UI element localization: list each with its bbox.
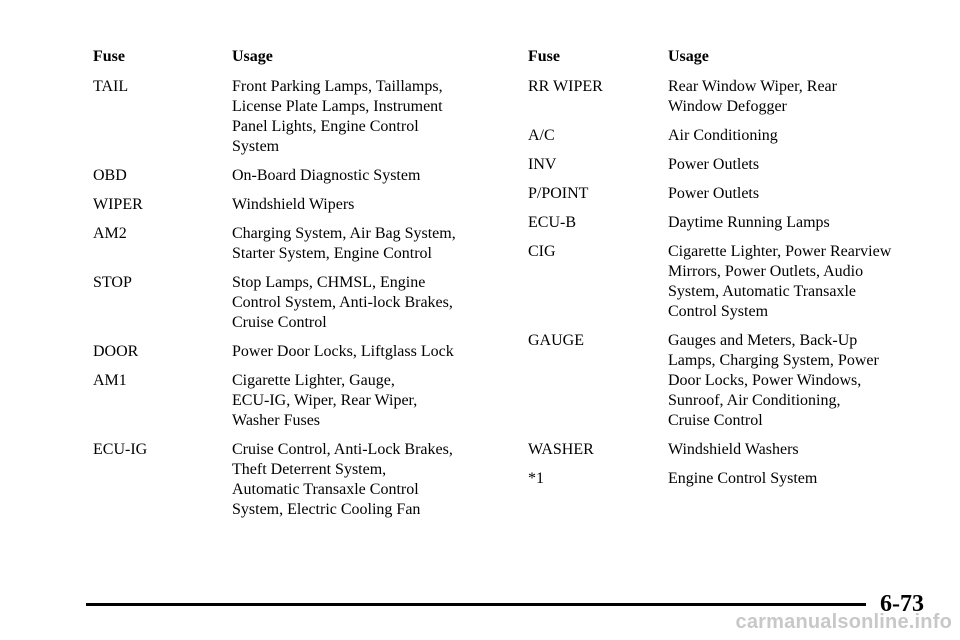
- table-row: [93, 371, 493, 431]
- usage-line: Door Locks, Power Windows,: [668, 372, 862, 389]
- table-row: [93, 195, 493, 215]
- usage-line: Front Parking Lamps, Taillamps,: [232, 78, 443, 95]
- fuse-name: STOP: [93, 274, 132, 291]
- fuse-usage: [232, 77, 493, 157]
- usage-line: Cigarette Lighter, Power Rearview: [668, 243, 892, 260]
- usage-line: Windshield Washers: [668, 441, 799, 458]
- usage-line: System, Automatic Transaxle: [668, 283, 856, 300]
- fuse-name: WASHER: [528, 441, 594, 458]
- table-row: [93, 77, 493, 157]
- fuse-usage: [668, 469, 938, 489]
- usage-line: Sunroof, Air Conditioning,: [668, 392, 841, 409]
- fuse-usage: [668, 126, 938, 146]
- table-row: [528, 213, 938, 233]
- fuse-column-header: Fuse: [528, 48, 560, 65]
- page-number: 6-73: [880, 591, 924, 617]
- usage-line: Lamps, Charging System, Power: [668, 352, 879, 369]
- table-row: [93, 440, 493, 520]
- usage-line: Control System: [668, 303, 769, 320]
- usage-line: Starter System, Engine Control: [232, 245, 432, 262]
- fuse-name: RR WIPER: [528, 78, 603, 95]
- usage-line: Theft Deterrent System,: [232, 461, 387, 478]
- fuse-name: ECU‐B: [528, 214, 576, 231]
- usage-line: Power Door Locks, Liftglass Lock: [232, 343, 454, 360]
- fuse-name: ECU‐IG: [93, 441, 148, 458]
- fuse-column-header: Fuse: [93, 48, 125, 65]
- fuse-usage: [668, 213, 938, 233]
- fuse-table-right: [528, 47, 938, 498]
- table-header: [93, 47, 493, 67]
- fuse-name: A/C: [528, 127, 555, 144]
- usage-line: Power Outlets: [668, 156, 760, 173]
- fuse-usage: [232, 371, 493, 431]
- fuse-name: P/POINT: [528, 185, 589, 202]
- usage-line: Gauges and Meters, Back‐Up: [668, 332, 858, 349]
- usage-line: Window Defogger: [668, 98, 787, 115]
- fuse-name: CIG: [528, 243, 556, 260]
- fuse-usage: [232, 273, 493, 333]
- fuse-usage: [668, 331, 938, 431]
- table-row: [528, 331, 938, 431]
- usage-line: Panel Lights, Engine Control: [232, 118, 419, 135]
- fuse-usage: [668, 184, 938, 204]
- usage-column-header: Usage: [668, 48, 709, 65]
- table-row: [528, 155, 938, 175]
- table-row: [93, 166, 493, 186]
- usage-line: Cruise Control: [232, 314, 327, 331]
- fuse-name: OBD: [93, 167, 127, 184]
- fuse-usage: [668, 242, 938, 322]
- usage-line: Stop Lamps, CHMSL, Engine: [232, 274, 426, 291]
- usage-line: Cruise Control, Anti‐Lock Brakes,: [232, 441, 453, 458]
- usage-line: Daytime Running Lamps: [668, 214, 830, 231]
- watermark: carmanualsonline.info: [735, 611, 952, 633]
- usage-line: Rear Window Wiper, Rear: [668, 78, 837, 95]
- fuse-name: *1: [528, 470, 544, 487]
- table-row: [528, 440, 938, 460]
- table-row: [528, 469, 938, 489]
- fuse-name: GAUGE: [528, 332, 584, 349]
- usage-line: Engine Control System: [668, 470, 818, 487]
- fuse-usage: [232, 224, 493, 264]
- usage-line: Automatic Transaxle Control: [232, 481, 419, 498]
- table-row: [93, 342, 493, 362]
- usage-line: Cigarette Lighter, Gauge,: [232, 372, 395, 389]
- usage-line: Air Conditioning: [668, 127, 778, 144]
- usage-line: Charging System, Air Bag System,: [232, 225, 456, 242]
- fuse-usage: [232, 342, 493, 362]
- usage-line: Power Outlets: [668, 185, 760, 202]
- usage-line: Cruise Control: [668, 412, 763, 429]
- table-row: [93, 273, 493, 333]
- fuse-rows: [93, 77, 493, 520]
- fuse-name: TAIL: [93, 78, 129, 95]
- table-row: [528, 126, 938, 146]
- table-row: [528, 184, 938, 204]
- fuse-name: AM1: [93, 372, 127, 389]
- usage-line: Washer Fuses: [232, 412, 321, 429]
- fuse-name: AM2: [93, 225, 127, 242]
- fuse-usage: [668, 440, 938, 460]
- usage-line: System, Electric Cooling Fan: [232, 501, 421, 518]
- fuse-name: INV: [528, 156, 557, 173]
- table-row: [93, 224, 493, 264]
- fuse-rows: [528, 77, 938, 489]
- usage-column-header: Usage: [232, 48, 273, 65]
- footer-rule: [86, 603, 866, 606]
- table-header: [528, 47, 938, 67]
- table-row: [528, 242, 938, 322]
- usage-line: Mirrors, Power Outlets, Audio: [668, 263, 864, 280]
- table-row: [528, 77, 938, 117]
- usage-line: Control System, Anti‐lock Brakes,: [232, 294, 453, 311]
- fuse-usage: [232, 440, 493, 520]
- fuse-table-left: [93, 47, 493, 529]
- usage-line: System: [232, 138, 280, 155]
- usage-line: License Plate Lamps, Instrument: [232, 98, 443, 115]
- fuse-name: DOOR: [93, 343, 139, 360]
- usage-line: ECU‐IG, Wiper, Rear Wiper,: [232, 392, 418, 409]
- fuse-name: WIPER: [93, 196, 143, 213]
- usage-line: On‐Board Diagnostic System: [232, 167, 421, 184]
- fuse-usage: [232, 166, 493, 186]
- fuse-usage: [668, 155, 938, 175]
- fuse-usage: [668, 77, 938, 117]
- usage-line: Windshield Wipers: [232, 196, 355, 213]
- fuse-usage: [232, 195, 493, 215]
